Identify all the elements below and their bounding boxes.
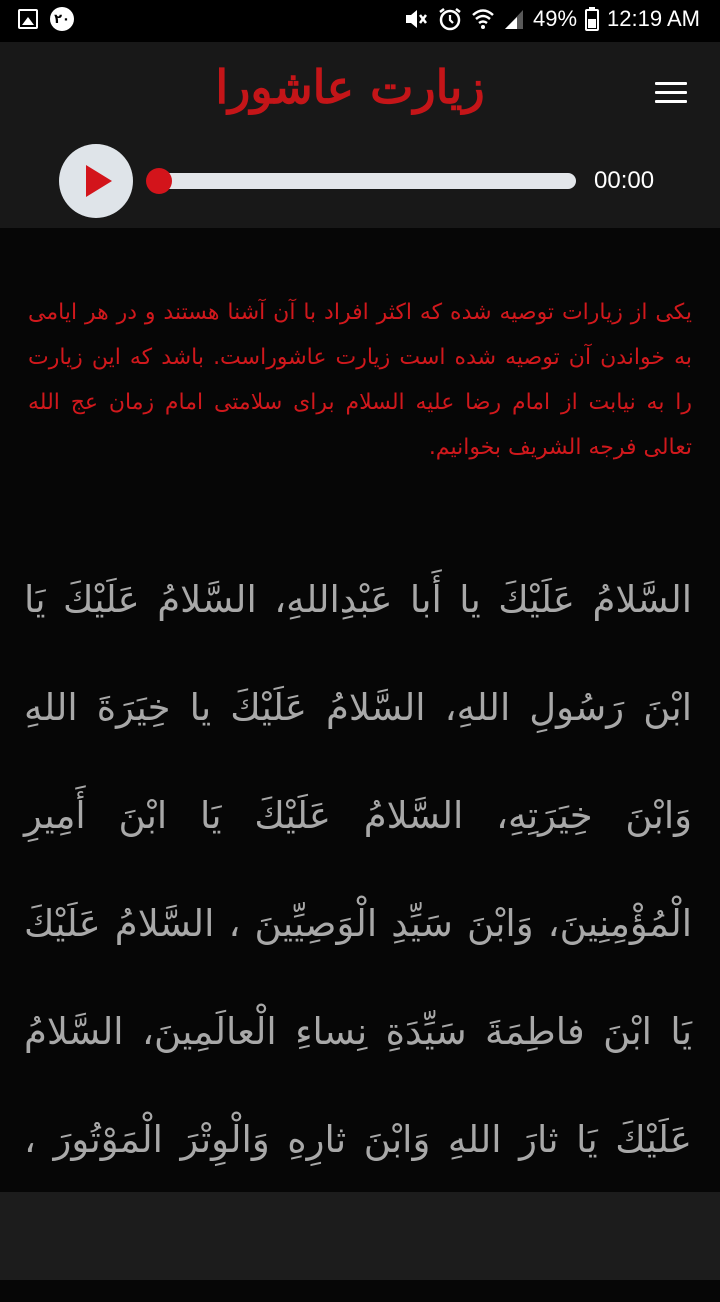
seek-bar[interactable] xyxy=(150,173,576,189)
play-icon xyxy=(86,165,112,197)
app-header xyxy=(0,42,720,228)
menu-icon-line-3 xyxy=(655,100,687,103)
intro-text: یکی از زیارات توصیه شده که اکثر افراد با آن آشنا هستند و در هر ایامی به خواندن آن توصیه شده است زیارت عاشوراست. باشد که این زیارت را به نیابت از امام رضا علیه السلام برای سلامتی امام زمان عج الله تعالی فرجه الشریف بخوانیم. xyxy=(28,300,692,460)
status-bar-left xyxy=(18,7,74,31)
menu-icon-line-2 xyxy=(655,91,687,94)
signal-icon xyxy=(503,7,525,31)
status-bar-right xyxy=(403,6,700,32)
wifi-icon xyxy=(471,6,495,32)
status-bar xyxy=(0,0,720,42)
bottom-bar xyxy=(0,1192,720,1280)
menu-icon-line-1 xyxy=(655,82,687,85)
ziarat-text: السَّلامُ عَلَيْكَ يا أَبا عَبْدِاللهِ، السَّلامُ عَلَيْكَ يَا ابْنَ رَسُولِ اللهِ، السَّلامُ عَلَيْكَ يا خِيَرَةَ اللهِ وَابْنَ خِيَرَتِهِ، السَّلامُ عَلَيْكَ يَا ابْنَ أَمِيرِ الْمُؤْمِنِينَ، وَابْنَ سَيِّدِ الْوَصِيِّينَ ، السَّلامُ عَلَيْكَ يَا ابْنَ فاطِمَةَ سَيِّدَةِ نِساءِ الْعالَمِينَ، السَّلامُ عَلَيْكَ يَا ثارَ اللهِ وَابْنَ ثارِهِ وَالْوِتْرَ الْمَوْتُورَ ، xyxy=(24,578,692,1161)
battery-percent: 49% xyxy=(533,6,578,31)
menu-button[interactable] xyxy=(650,78,692,108)
content-scroll[interactable] xyxy=(0,228,720,1192)
mute-icon xyxy=(403,6,429,32)
elapsed-time: 00:00 xyxy=(594,167,655,194)
play-button[interactable] xyxy=(59,144,133,218)
notification-badge: ۲۰ xyxy=(50,7,74,31)
page-title: زیارت عاشورا xyxy=(215,60,485,114)
image-notification-icon xyxy=(18,9,38,29)
seek-thumb[interactable] xyxy=(146,168,172,194)
battery-icon xyxy=(585,7,599,31)
alarm-icon xyxy=(437,6,463,32)
clock: 12:19 AM xyxy=(607,6,700,31)
